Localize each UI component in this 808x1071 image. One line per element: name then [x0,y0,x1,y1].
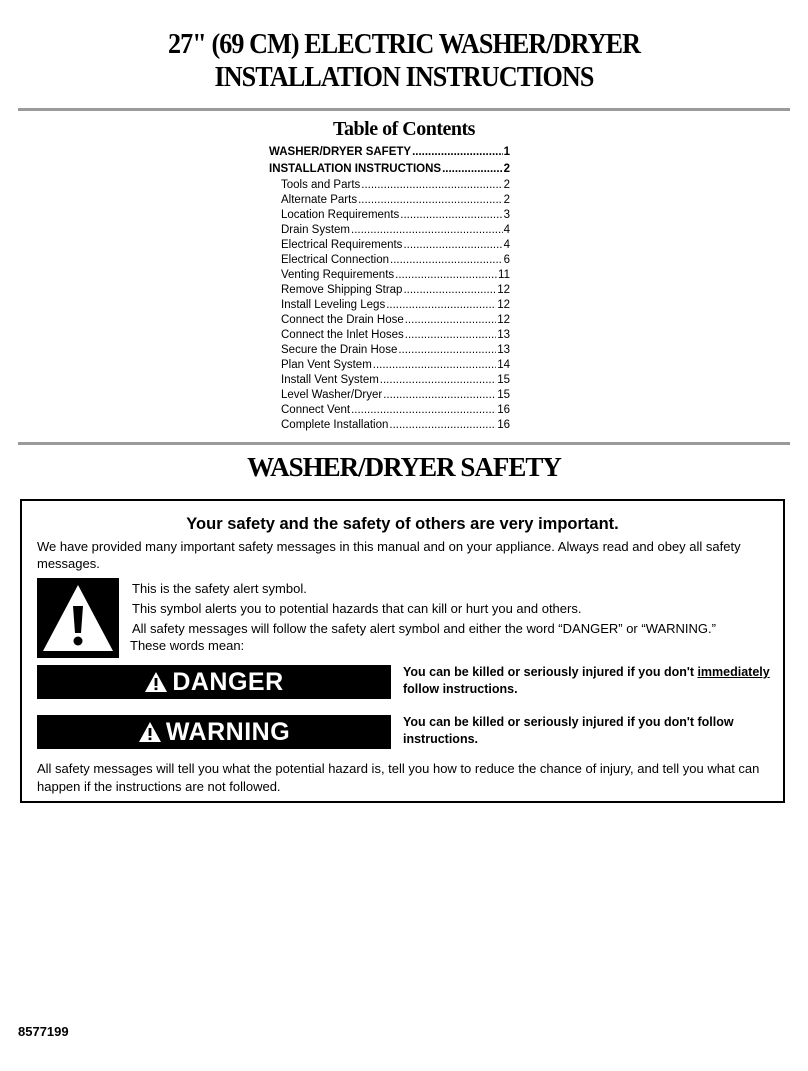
toc-entry[interactable] [269,253,510,268]
toc-entry-page: 11 [498,269,510,281]
toc-entry-label: Connect Vent [281,404,351,416]
toc-leader [442,161,503,178]
danger-signal-word [37,665,391,699]
toc-leader [403,283,496,298]
toc-entry-label: Location Requirements [281,209,400,221]
title-line-2: INSTALLATION INSTRUCTIONS [214,61,594,93]
alert-triangle-icon [138,721,162,743]
toc-entry-page: 2 [503,163,510,175]
toc-leader [395,268,497,283]
toc-entry[interactable] [269,418,510,433]
toc-entry-page: 13 [497,329,510,341]
toc-entry[interactable] [269,388,510,403]
toc-entry-page: 15 [497,374,510,386]
toc-entry-page: 14 [497,359,510,371]
toc-entry[interactable] [269,358,510,373]
toc-entry[interactable] [269,238,510,253]
toc-entry-label: Plan Vent System [281,359,372,371]
toc-entry[interactable] [269,328,510,343]
toc-entry[interactable] [269,403,510,418]
toc-entry-page: 2 [503,194,510,206]
divider-top [18,108,790,111]
toc-leader [412,144,503,161]
toc-entry[interactable] [269,193,510,208]
divider-middle [18,442,790,445]
toc-leader [403,238,502,253]
table-of-contents [269,144,510,433]
toc-entry-page: 1 [503,146,510,158]
toc-leader [389,418,496,433]
safety-box [20,499,785,803]
toc-entry-label: Complete Installation [281,419,389,431]
toc-leader [361,178,502,193]
toc-entry-page: 15 [497,389,510,401]
toc-entry[interactable] [269,283,510,298]
warning-description: You can be killed or seriously injured if you don't follow instructions. [403,715,734,746]
toc-leader [386,298,496,313]
toc-entry-label: Level Washer/Dryer [281,389,383,401]
toc-entry-label: Remove Shipping Strap [281,284,403,296]
toc-leader [373,358,496,373]
alert-explanation [132,580,782,657]
toc-leader [390,253,503,268]
safety-box-title: Your safety and the safety of others are very important. [186,515,619,533]
toc-leader [405,313,496,328]
toc-heading: Table of Contents [333,118,475,140]
safety-alert-symbol [37,578,119,658]
danger-description [403,664,781,698]
toc-entry[interactable] [269,268,510,283]
toc-entry-label: Connect the Drain Hose [281,314,404,326]
toc-leader [398,343,496,358]
toc-leader [380,373,496,388]
toc-entry[interactable] [269,298,510,313]
danger-text-emphasis: immediately [697,665,770,679]
toc-entry-page: 3 [503,209,510,221]
toc-entry-label: Drain System [281,224,351,236]
toc-entry-page: 4 [503,224,510,236]
toc-entry-label: Venting Requirements [281,269,395,281]
alert-line-1: This is the safety alert symbol. [132,581,307,596]
toc-entry-label: WASHER/DRYER SAFETY [269,146,412,158]
toc-entry[interactable] [269,223,510,238]
toc-entry[interactable] [269,144,510,161]
toc-leader [358,193,503,208]
toc-entry-label: Install Vent System [281,374,379,386]
alert-line-2: This symbol alerts you to potential hazards that can kill or hurt you and others. [132,601,582,616]
toc-leader [405,328,496,343]
title-line-1: 27" (69 CM) ELECTRIC WASHER/DRYER [167,28,641,60]
toc-entry[interactable] [269,178,510,193]
toc-entry-page: 12 [497,284,510,296]
toc-entry-label: Alternate Parts [281,194,358,206]
warning-label: WARNING [165,717,291,746]
toc-leader [351,223,503,238]
danger-text-start: You can be killed or seriously injured if you don't [403,665,698,679]
toc-entry-page: 16 [497,419,510,431]
toc-entry[interactable] [269,161,510,178]
toc-entry-page: 12 [497,299,510,311]
toc-entry-label: Electrical Connection [281,254,390,266]
toc-entry-label: Tools and Parts [281,179,361,191]
toc-leader [351,403,496,418]
toc-entry-label: Install Leveling Legs [281,299,386,311]
toc-leader [400,208,502,223]
toc-entry-page: 16 [497,404,510,416]
toc-entry[interactable] [269,343,510,358]
danger-label: DANGER [172,667,284,696]
toc-entry-page: 4 [503,239,510,251]
toc-entry-label: Electrical Requirements [281,239,403,251]
toc-entry-page: 2 [503,179,510,191]
toc-entry[interactable] [269,313,510,328]
alert-triangle-icon [144,671,168,693]
section-heading-safety: WASHER/DRYER SAFETY [247,452,561,482]
toc-entry-label: Secure the Drain Hose [281,344,398,356]
toc-entry-label: INSTALLATION INSTRUCTIONS [269,163,442,175]
toc-entry-label: Connect the Inlet Hoses [281,329,404,341]
toc-entry-page: 6 [503,254,510,266]
alert-line-3: All safety messages will follow the safety alert symbol and either the word “DANGER” or “WARNING.” [132,621,716,636]
document-title [40,28,767,94]
toc-entry[interactable] [269,373,510,388]
toc-entry[interactable] [269,208,510,223]
toc-leader [383,388,496,403]
safety-intro: We have provided many important safety messages in this manual and on your appliance. Always read and obey all safety messages. [37,539,741,571]
alert-line-4: These words mean: [130,638,245,653]
warning-signal-word [37,715,391,749]
safety-outro: All safety messages will tell you what the potential hazard is, tell you how to reduce the chance of injury, and tell you what can happen if the instructions are not followed. [37,761,760,794]
danger-text-end: follow instructions. [403,682,518,696]
document-code: 8577199 [18,1024,69,1039]
toc-entry-page: 13 [497,344,510,356]
toc-entry-page: 12 [497,314,510,326]
warning-triangle-icon [37,578,119,658]
